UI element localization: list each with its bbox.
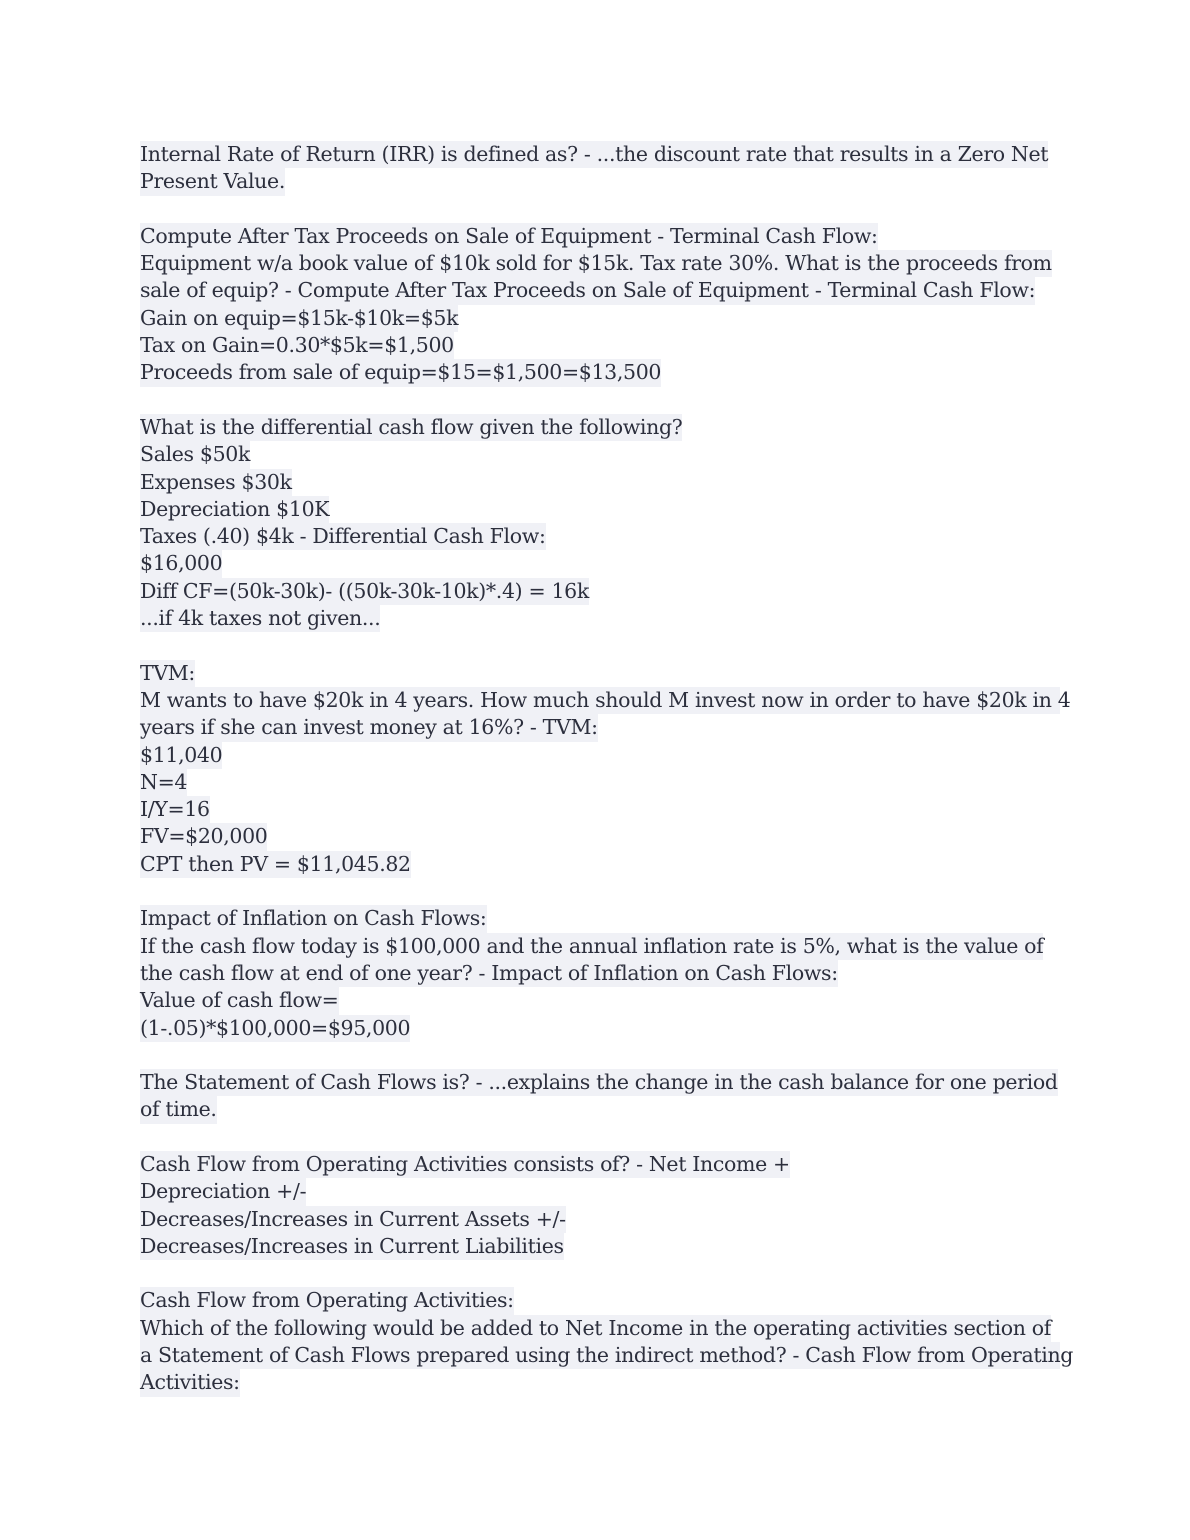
card-line: Expenses $30k [140, 469, 292, 496]
flashcard-inflation [140, 905, 1060, 1041]
card-line: Sales $50k [140, 441, 250, 468]
card-line: $16,000 [140, 550, 222, 577]
card-line: Impact of Inflation on Cash Flows: [140, 905, 487, 932]
flashcard-tvm [140, 660, 1071, 878]
card-line: Depreciation $10K [140, 496, 329, 523]
card-line: sale of equip? - Compute After Tax Proceeds on Sale of Equipment - Terminal Cash Flow: [140, 277, 1035, 304]
card-line: Cash Flow from Operating Activities: [140, 1287, 514, 1314]
card-line: Proceeds from sale of equip=$15=$1,500=$13,500 [140, 359, 661, 386]
card-line: Gain on equip=$15k-$10k=$5k [140, 305, 458, 332]
card-line: Taxes (.40) $4k - Differential Cash Flow: [140, 523, 546, 550]
card-line: the cash flow at end of one year? - Impact of Inflation on Cash Flows: [140, 960, 838, 987]
card-line: Internal Rate of Return (IRR) is defined as? - ...the discount rate that results in a Zero Net [140, 141, 1048, 168]
document-page [140, 141, 1074, 1424]
card-line: Diff CF=(50k-30k)- ((50k-30k-10k)*.4) = 16k [140, 578, 589, 605]
card-line: Equipment w/a book value of $10k sold for $15k. Tax rate 30%. What is the proceeds from [140, 250, 1052, 277]
card-line: I/Y=16 [140, 796, 210, 823]
flashcard-statement-of-cash-flows [140, 1069, 1060, 1124]
card-line: Cash Flow from Operating Activities consists of? - Net Income + [140, 1151, 790, 1178]
flashcard-terminal-cash-flow [140, 223, 1060, 387]
card-line: TVM: [140, 660, 195, 687]
card-line: of time. [140, 1096, 217, 1123]
card-line: Tax on Gain=0.30*$5k=$1,500 [140, 332, 454, 359]
card-line: M wants to have $20k in 4 years. How much should M invest now in order to have $20k in 4 [140, 687, 1060, 714]
card-line: years if she can invest money at 16%? - TVM: [140, 714, 598, 741]
card-line: Present Value. [140, 168, 285, 195]
card-line: (1-.05)*$100,000=$95,000 [140, 1015, 410, 1042]
card-line: Decreases/Increases in Current Assets +/- [140, 1206, 566, 1233]
card-line: N=4 [140, 769, 187, 796]
card-line: FV=$20,000 [140, 823, 267, 850]
card-line: a Statement of Cash Flows prepared using the indirect method? - Cash Flow from Operating [140, 1342, 1060, 1369]
card-line: Decreases/Increases in Current Liabilities [140, 1233, 564, 1260]
card-line: ...if 4k taxes not given... [140, 605, 380, 632]
flashcard-operating-activities-indirect [140, 1287, 1074, 1396]
card-line: If the cash flow today is $100,000 and the annual inflation rate is 5%, what is the value of [140, 933, 1043, 960]
card-line: $11,040 [140, 742, 222, 769]
card-line: Compute After Tax Proceeds on Sale of Equipment - Terminal Cash Flow: [140, 223, 878, 250]
card-line: What is the differential cash flow given the following? [140, 414, 682, 441]
card-line: The Statement of Cash Flows is? - ...explains the change in the cash balance for one period [140, 1069, 1058, 1096]
card-line: Value of cash flow= [140, 987, 339, 1014]
flashcard-operating-activities-components [140, 1151, 1060, 1260]
flashcard-differential-cash-flow [140, 414, 1060, 632]
flashcard-irr [140, 141, 1060, 196]
card-line: Depreciation +/- [140, 1178, 306, 1205]
card-line: CPT then PV = $11,045.82 [140, 851, 411, 878]
card-line: Activities: [140, 1369, 240, 1396]
card-line: Which of the following would be added to Net Income in the operating activities section of [140, 1315, 1051, 1342]
